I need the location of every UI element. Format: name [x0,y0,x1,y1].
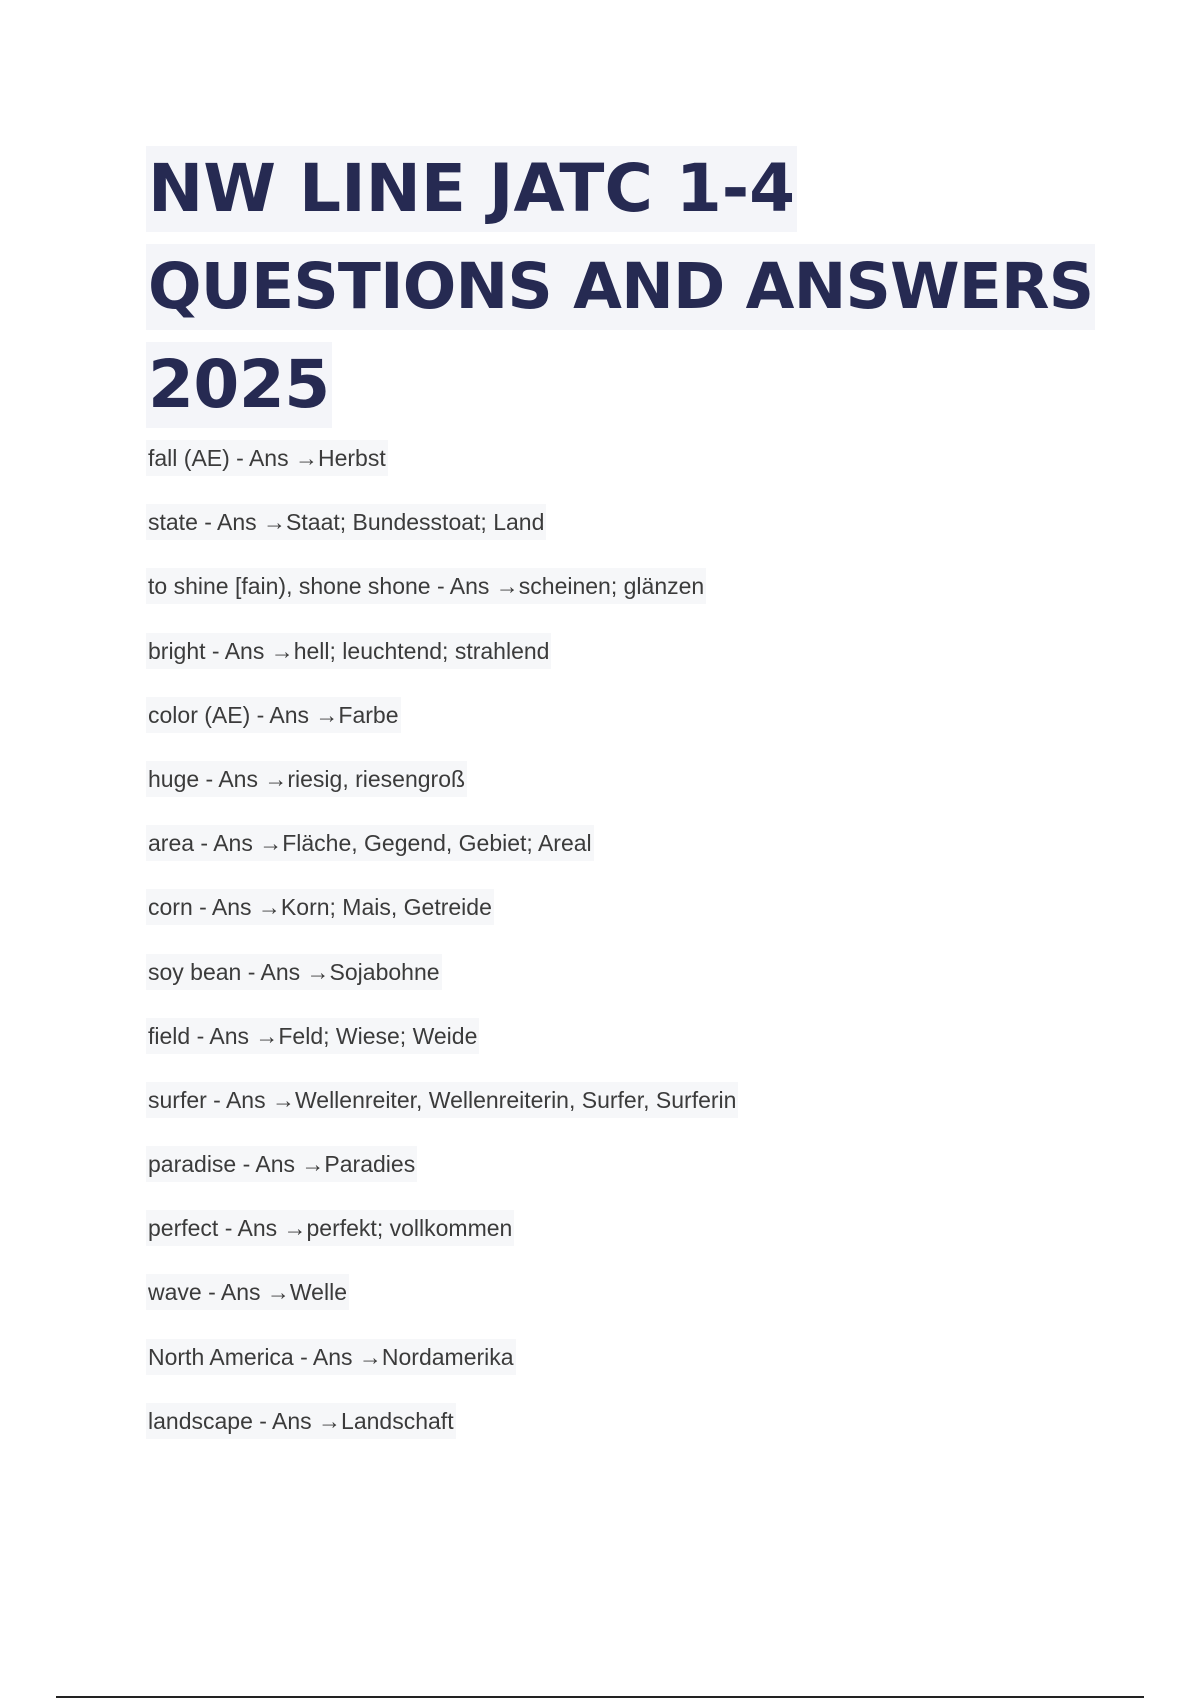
qa-entry [146,1146,1046,1210]
qa-entry [146,825,1046,889]
qa-entry-text: to shine [fain), shone shone - Ans →scheinen; glänzen [146,568,706,604]
qa-entry [146,504,1046,568]
qa-entry [146,1403,1046,1467]
title-line: 2025 [146,342,332,428]
qa-entry-text: landscape - Ans →Landschaft [146,1403,456,1439]
qa-entry [146,1018,1046,1082]
qa-entry-text: fall (AE) - Ans →Herbst [146,440,388,476]
qa-entry-text: corn - Ans →Korn; Mais, Getreide [146,889,494,925]
qa-entry [146,1210,1046,1274]
document-title [146,146,1094,440]
qa-entry-text: state - Ans →Staat; Bundesstoat; Land [146,504,546,540]
qa-entry [146,1274,1046,1338]
qa-entry-text: huge - Ans →riesig, riesengroß [146,761,467,797]
qa-entry-text: surfer - Ans →Wellenreiter, Wellenreiterin, Surfer, Surferin [146,1082,738,1118]
qa-entry-text: perfect - Ans →perfekt; vollkommen [146,1210,514,1246]
title-line: QUESTIONS AND ANSWERS [146,244,1095,330]
qa-entry [146,440,1046,504]
qa-entry [146,568,1046,632]
footer-divider [56,1696,1144,1698]
title-line: NW LINE JATC 1-4 [146,146,797,232]
qa-entry [146,633,1046,697]
qa-entry-text: paradise - Ans →Paradies [146,1146,417,1182]
qa-entry-text: North America - Ans →Nordamerika [146,1339,516,1375]
qa-entry [146,954,1046,1018]
qa-entry-text: area - Ans →Fläche, Gegend, Gebiet; Areal [146,825,594,861]
qa-entry-text: color (AE) - Ans →Farbe [146,697,401,733]
qa-entry [146,1082,1046,1146]
qa-entry [146,889,1046,953]
qa-entry [146,761,1046,825]
qa-entry-text: bright - Ans →hell; leuchtend; strahlend [146,633,551,669]
qa-entry [146,697,1046,761]
qa-entry-text: field - Ans →Feld; Wiese; Weide [146,1018,479,1054]
qa-entry-text: soy bean - Ans →Sojabohne [146,954,442,990]
qa-entry [146,1339,1046,1403]
qa-entry-text: wave - Ans →Welle [146,1274,349,1310]
qa-list [146,440,1046,1467]
